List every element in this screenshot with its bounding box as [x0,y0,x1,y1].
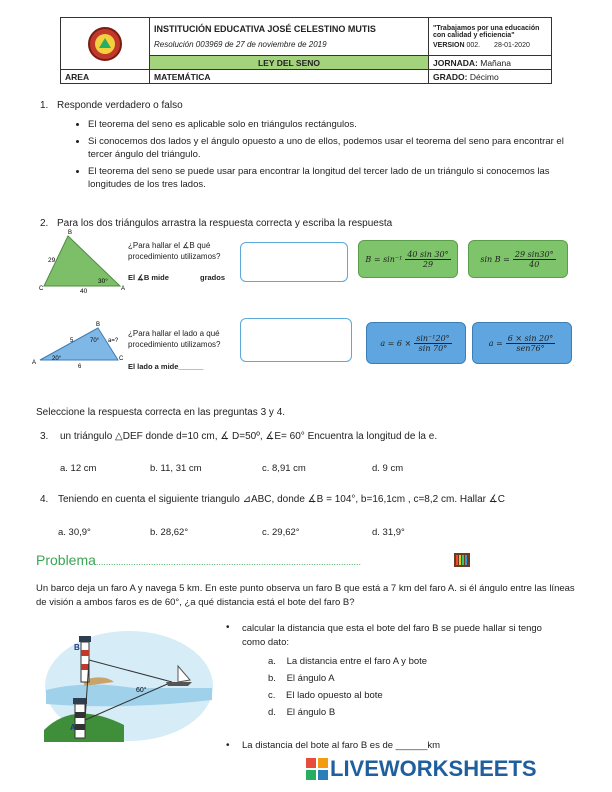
triangle-2-figure [32,318,128,370]
tri1-opt1-num: 40 sin 30° [407,249,449,259]
tri2-drop-zone[interactable] [240,318,352,362]
tri1-opt2-fraction [513,250,556,269]
problem-option-letter: c. [268,690,276,701]
problem-option-a[interactable] [268,656,427,667]
problem-option-d[interactable] [268,707,335,718]
tri2-label-a: A [32,360,37,366]
abacus-icon [454,553,470,567]
problem-bullet-2[interactable]: La distancia del bote al faro B es de ______km [242,740,441,751]
problem-option-text: El ángulo B [286,707,336,718]
tri2-option-1[interactable] [366,322,466,364]
institution-cell [150,18,429,56]
q4-option-c[interactable]: c. 29,62° [262,527,300,538]
topic-cell: LEY DEL SENO [150,56,429,70]
tri1-option-1[interactable] [358,240,458,278]
tri2-opt2-num: 6 × sin 20° [507,333,554,343]
liveworksheets-text: LIVEWORKSHEETS [330,756,537,781]
figure-angle: 60° [136,687,147,694]
area-label: AREA [61,70,150,84]
tri2-opt1-den: sin 70° [418,343,448,353]
motto-cell [429,18,552,56]
tri1-side-29: 29 [48,257,56,264]
tri1-opt2-num: 29 sin30° [514,249,554,259]
logo-cell [61,18,150,70]
problem-text: Un barco deja un faro A y navega 5 km. En este punto observa un faro B que está a 7 km del faro A. si él ángulo entre las líneas de visión a ambos faros es de 60°, ¿a qué distancia está el bote del faro B? [36,583,575,608]
tri1-answer-label: El ∡B mide [128,273,169,282]
problem-title: Problema [36,552,96,568]
tri2-opt2-den: sen76° [516,343,545,353]
q3-option-d[interactable]: d. 9 cm [372,463,404,474]
tri2-opt1-num: sin⁻¹20° [416,333,450,343]
problem-bullet-1: calcular la distancia que esta el bote del faro B se puede hallar si tengo como dato: [242,623,542,648]
lighthouse-figure [44,630,214,742]
tri1-angle: 30° [98,278,108,285]
q4-text: Teniendo en cuenta el siguiente triangulo ⊿ABC, donde ∡B = 104°, b=16,1cm , c=8,2 cm. Hallar ∡C [58,494,505,505]
q1-item[interactable]: • Si conocemos dos lados y el ángulo opuesto a uno de ellos, podemos usar el teorema del seno para encontrar el tercer ángulo del triángulo. [88,135,582,161]
grado-value: Décimo [469,71,499,82]
q3-text: un triángulo △DEF donde d=10 cm, ∡ D=50º, ∡E= 60° Encuentra la longitud de la e. [60,431,438,442]
motto-text: "Trabajamos por una educación con calidad y eficiencia" [433,24,540,39]
problem-option-letter: b. [268,673,276,684]
q1-list [72,118,582,191]
school-logo-icon [85,26,125,62]
tri1-label-a: A [121,286,126,292]
tri2-angle-20: 20° [52,356,62,362]
version-label: VERSION [433,41,465,49]
problem-option-letter: d. [268,707,276,718]
tri1-option-2[interactable] [468,240,568,278]
tri2-opt2-prefix: a = [488,338,503,348]
tri1-opt2-den: 40 [529,259,540,269]
q3-option-c[interactable]: c. 8,91 cm [262,463,306,474]
tri2-side-a: a=? [108,338,119,344]
tri2-answer-label: El lado a mide______ [128,362,204,371]
institution-name: INSTITUCIÓN EDUCATIVA JOSÉ CELESTINO MUTIS [154,24,376,34]
tri1-drop-zone[interactable] [240,242,348,282]
problem-option-text: El lado opuesto al bote [286,690,383,701]
tri1-label-b: B [68,230,73,236]
q1-title: Responde verdadero o falso [57,100,183,111]
problem-option-text: El ángulo A [286,673,335,684]
problem-dots: .......................................................................................................... [95,557,361,567]
tri2-opt2-fraction [506,334,555,353]
q3-option-a[interactable]: a. 12 cm [60,463,97,474]
tri1-opt1-den: 29 [422,259,434,269]
q4-option-d[interactable]: d. 31,9° [372,527,405,538]
figure-label-b: B [74,643,80,652]
tri1-label-c: C [39,286,44,292]
tri2-angle-70: 70° [90,338,100,344]
q4-option-a[interactable]: a. 30,9° [58,527,91,538]
tri2-opt1-fraction [414,334,451,353]
tri1-opt1-fraction [405,250,450,269]
liveworksheets-logo [306,756,537,782]
q1-item[interactable]: • El teorema del seno es aplicable solo en triángulos rectángulos. [88,118,582,131]
tri1-opt2-prefix: sin B = [480,254,510,264]
tri2-side-6: 6 [78,364,82,370]
problem-option-b[interactable] [268,673,335,684]
jornada-label: JORNADA: [433,57,478,68]
area-value: MATEMÁTICA [150,70,429,84]
tri1-answer-unit: grados [200,273,226,282]
bullet-2-dot: • [226,740,230,751]
triangle-1-figure [38,228,128,294]
liveworksheets-icon [306,758,328,780]
q2-number: 2. [40,218,49,229]
q1-number: 1. [40,100,49,111]
version-value: 002. [466,41,481,49]
tri2-label-b: B [96,322,101,328]
q1-item[interactable]: • El teorema del seno se puede usar para encontrar la longitud del tercer lado de un triángulo si conocemos las longitudes de los tres lados. [88,165,582,191]
header-table [60,17,552,84]
tri2-label-c: C [119,356,124,362]
jornada-cell [429,56,552,70]
tri1-question: ¿Para hallar el ∡B qué procedimiento utilizamos? [128,241,221,261]
resolution-text: Resolución 003969 de 27 de noviembre de 2019 [154,40,327,49]
tri1-opt1-prefix: B = sin⁻¹ [365,254,403,264]
bullet-1-dot: • [226,622,230,633]
instructions: Seleccione la respuesta correcta en las preguntas 3 y 4. [36,407,286,418]
q4-option-b[interactable]: b. 28,62° [150,527,189,538]
problem-heading [36,552,361,570]
tri1-side-40: 40 [80,288,88,294]
problem-option-c[interactable] [268,690,383,701]
version-date: 28-01-2020 [494,41,530,49]
jornada-value: Mañana [480,57,511,68]
grado-cell [429,70,552,84]
q2-title: Para los dos triángulos arrastra la respuesta correcta y escriba la respuesta [57,218,393,229]
problem-option-text: La distancia entre el faro A y bote [286,656,428,667]
tri2-opt1-prefix: a = 6 × [380,338,412,348]
figure-label-a: A [70,723,76,732]
q4-number: 4. [40,494,49,505]
tri2-option-2[interactable] [472,322,572,364]
q3-number: 3. [40,431,49,442]
q3-option-b[interactable]: b. 11, 31 cm [150,463,202,474]
grado-label: GRADO: [433,71,468,82]
tri2-side-5: 5 [70,338,74,344]
tri2-question: ¿Para hallar el lado a qué procedimiento utilizamos? [128,329,221,349]
problem-option-letter: a. [268,656,276,667]
